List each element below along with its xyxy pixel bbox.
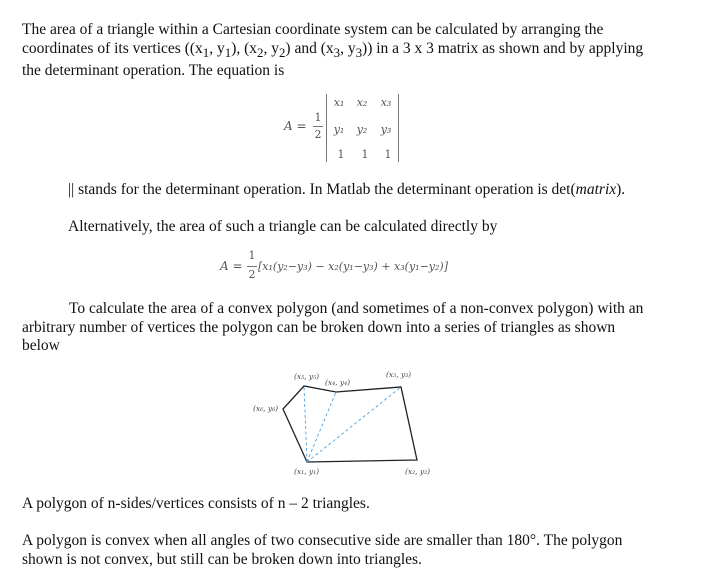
label-x3-y3: (x₃, y₃) (386, 370, 412, 379)
direct-area-equation (220, 249, 480, 285)
triangles-note: A polygon of n-sides/vertices consists of n – 2 triangles. (22, 495, 370, 512)
eq1-numerator: 1 (314, 111, 322, 124)
convex-line-1: A polygon is convex when all angles of two consecutive side are smaller than 180°. The polygon (22, 532, 623, 549)
eq2-denominator: 2 (248, 268, 256, 281)
alternative-text: Alternatively, the area of such a triangle can be calculated directly by (68, 218, 498, 235)
matrix-cell: x₃ (380, 96, 392, 109)
eq2-lhs: A = (220, 259, 243, 273)
intro-line-2: coordinates of its vertices (($x_1$, $y_1$), ($x_2$, $y_2$) and ($x_3$, $y_3$)) in a 3 x 3 matrix as shown and by applying (22, 39, 644, 60)
matrix-cell: x₁ (333, 96, 345, 109)
intro-line-1: The area of a triangle within a Cartesian coordinate system can be calculated by arranging the (22, 21, 604, 38)
label-x6-y6: (x₆, y₆) (253, 404, 279, 413)
matrix-cell: y₂ (356, 123, 368, 136)
diagonal-1-4 (307, 392, 336, 462)
matrix-cell: y₃ (380, 123, 392, 136)
determinant-note: || stands for the determinant operation. In Matlab the determinant operation is det(matrix). (68, 181, 626, 198)
eq1-fraction-bar (313, 126, 323, 127)
polygon-line-2: arbitrary number of vertices the polygon can be broken down into a series of triangles as shown (22, 318, 616, 336)
matrix-cell: 1 (337, 148, 345, 161)
convex-line-2: shown is not convex, but still can be broken down into triangles. (22, 550, 422, 568)
convex-note (22, 532, 682, 569)
polygon-line-3: below (22, 337, 60, 354)
determinant-equation (284, 92, 414, 164)
polygon-triangulation-figure (240, 365, 450, 480)
label-x2-y2: (x₂, y₂) (405, 467, 431, 476)
polygon-paragraph (22, 300, 682, 356)
eq2-body: [x₁(y₂−y₃) − x₂(y₁−y₃) + x₃(y₁−y₂)] (258, 260, 448, 273)
eq2-numerator: 1 (248, 249, 256, 262)
label-x5-y5: (x₅, y₅) (294, 372, 320, 381)
diagonal-1-5 (304, 386, 307, 462)
intro-paragraph (22, 21, 682, 81)
intro-line-3: the determinant operation. The equation is (22, 62, 285, 80)
eq2-fraction-bar (247, 266, 257, 267)
diagonal-1-3 (307, 387, 401, 462)
matrix-cell: 1 (384, 148, 392, 161)
label-x4-y4: (x₄, y₄) (325, 378, 351, 387)
matrix-cell: y₁ (333, 123, 345, 136)
diagonal-lines (304, 386, 401, 462)
matrix-italic: matrix (575, 181, 617, 198)
eq1-denominator: 2 (314, 128, 322, 141)
polygon-outline (283, 386, 417, 462)
polygon-line-1: To calculate the area of a convex polygon (and sometimes of a non-convex polygon) with an (69, 300, 644, 317)
eq1-lhs: A = (284, 119, 307, 133)
matrix-cell: 1 (361, 148, 369, 161)
label-x1-y1: (x₁, y₁) (294, 467, 320, 476)
matrix-cell: x₂ (356, 96, 368, 109)
